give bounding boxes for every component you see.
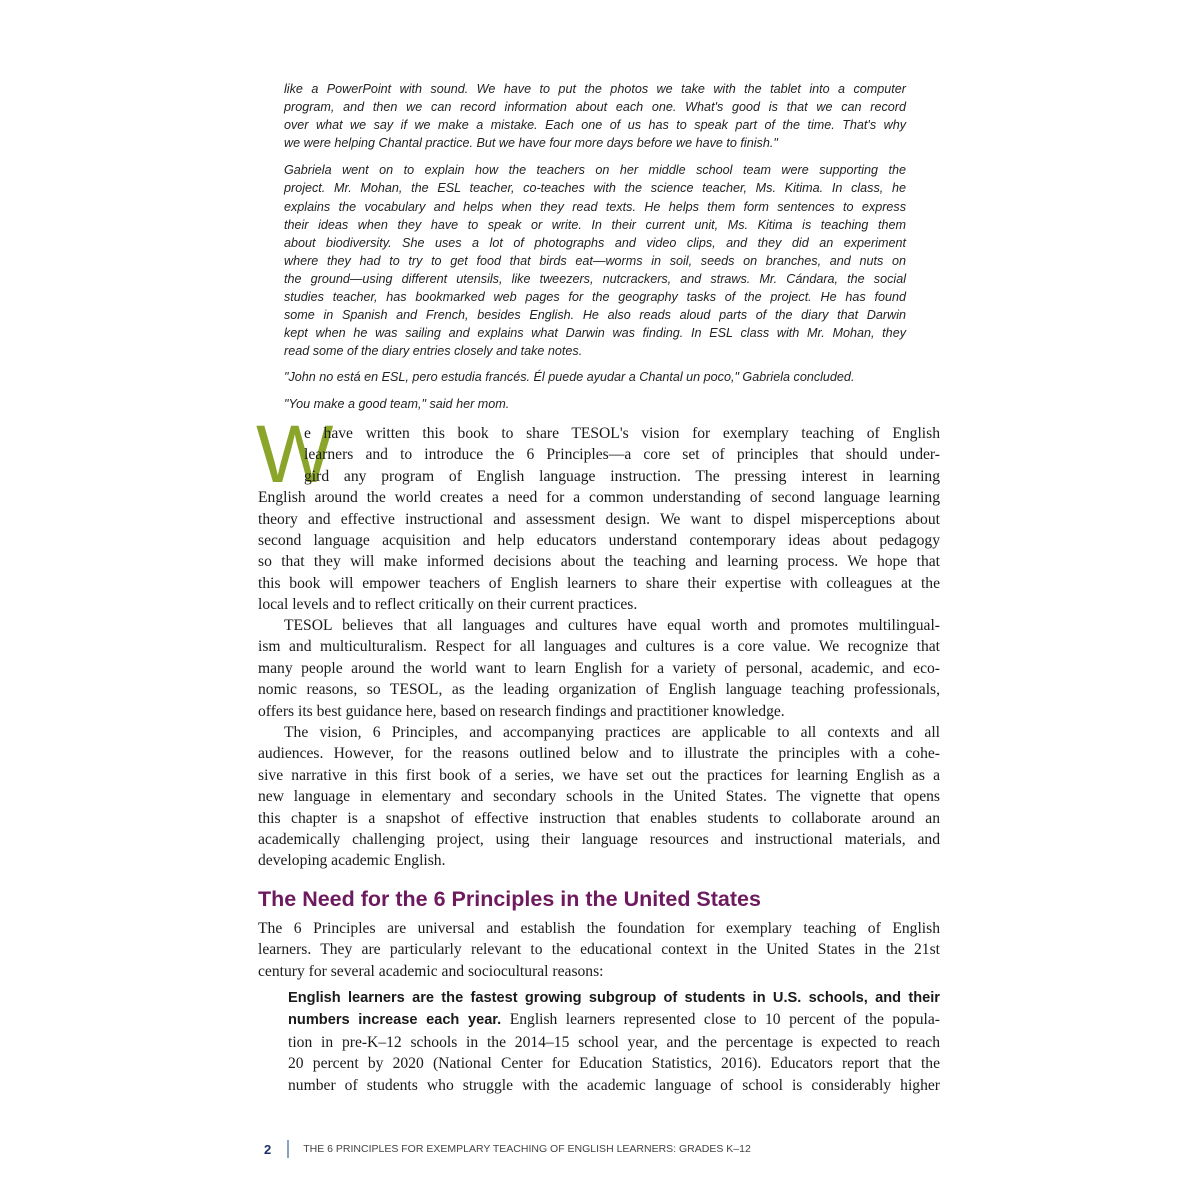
text-line: local levels and to reflect critically on their current practices. xyxy=(258,596,638,614)
vignette-paragraph xyxy=(284,395,906,413)
text-line: second language acquisition and help educators understand contemporary ideas about pedagogy xyxy=(258,532,940,550)
section-heading: The Need for the 6 Principles in the United States xyxy=(258,887,761,911)
body-paragraph-4 xyxy=(258,918,940,982)
text-line: some in Spanish and French, besides English. He also reads aloud parts of the diary that Darwin xyxy=(284,308,906,323)
bullet-lead-end: numbers increase each year. xyxy=(288,1012,502,1029)
text-line xyxy=(288,1009,940,1031)
text-line: we were helping Chantal practice. But we have four more days before we have to finish." xyxy=(284,136,778,151)
text-line: century for several academic and sociocultural reasons: xyxy=(258,962,604,980)
text-line: the ground—using different utensils, like tweezers, nutcrackers, and straws. Mr. Cándara, the social xyxy=(284,271,906,286)
text-line: theory and effective instructional and assessment design. We want to dispel misperceptions about xyxy=(258,510,940,528)
text-line: many people around the world want to learn English for a variety of personal, academic, and eco- xyxy=(258,659,940,677)
text-line: over what we say if we make a mistake. Each one of us has to speak part of the time. That's why xyxy=(284,118,906,133)
text-line: so that they will make informed decisions about the teaching and learning process. We hope that xyxy=(258,553,940,571)
text-line: learners. They are particularly relevant to the educational context in the United States in the 21st xyxy=(258,941,940,959)
text-line: studies teacher, has bookmarked web pages for the geography tasks of the project. He has found xyxy=(284,290,906,305)
text-line: 20 percent by 2020 (National Center for Education Statistics, 2016). Educators report that the xyxy=(288,1055,940,1073)
text-line: tion in pre-K–12 schools in the 2014–15 school year, and the percentage is expected to reach xyxy=(288,1033,940,1051)
text-line: "John no está en ESL, pero estudia francés. Él puede ayudar a Chantal un poco," Gabriela concluded. xyxy=(284,370,855,385)
page-footer xyxy=(264,1140,751,1158)
footer-divider xyxy=(287,1140,289,1158)
body-paragraph-1 xyxy=(258,423,940,616)
text-line: explains the vocabulary and helps when they read texts. He helps them form sentences to express xyxy=(284,199,906,214)
text-line: about biodiversity. She uses a lot of photographs and video clips, and they did an experiment xyxy=(284,235,906,250)
text-line: their ideas when they have to speak or write. In their current unit, Ms. Kitima is teaching them xyxy=(284,217,906,232)
text-line: The 6 Principles are universal and establish the foundation for exemplary teaching of English xyxy=(258,920,940,937)
text-line: read some of the diary entries closely and take notes. xyxy=(284,344,583,359)
body-paragraph-2 xyxy=(258,615,940,722)
vignette-paragraph xyxy=(284,368,906,386)
text-line: gird any program of English language instruction. The pressing interest in learning xyxy=(304,467,940,485)
text-line: this book will empower teachers of English learners to share their expertise with colleagues at the xyxy=(258,574,940,592)
text-line: e have written this book to share TESOL's vision for exemplary teaching of English xyxy=(304,425,940,442)
bullet-item xyxy=(288,988,940,1096)
text-line: English around the world creates a need for a common understanding of second language learning xyxy=(258,489,940,507)
body-paragraph-3 xyxy=(258,722,940,872)
page-number: 2 xyxy=(264,1141,272,1157)
drop-cap: W xyxy=(256,409,334,500)
text-line: kept when he was sailing and explains what Darwin was finding. In ESL class with Mr. Mohan, they xyxy=(284,326,906,341)
text-line: ism and multiculturalism. Respect for all languages and cultures is a core value. We recognize that xyxy=(258,638,940,656)
text-line: program, and then we can record information about each one. What's good is that we can record xyxy=(284,100,906,115)
text-line: like a PowerPoint with sound. We have to put the photos we take with the tablet into a computer xyxy=(284,82,906,96)
text-line: new language in elementary and secondary schools in the United States. The vignette that opens xyxy=(258,788,940,806)
text-line: The vision, 6 Principles, and accompanying practices are applicable to all contexts and all xyxy=(284,724,940,741)
bullet-lead-line: English learners are the fastest growing subgroup of students in U.S. schools, and their xyxy=(288,990,940,1006)
text-line: TESOL believes that all languages and cultures have equal worth and promotes multilingual- xyxy=(284,617,940,634)
text-line: project. Mr. Mohan, the ESL teacher, co-teaches with the science teacher, Ms. Kitima. In class, he xyxy=(284,181,906,196)
vignette-paragraph xyxy=(284,161,906,360)
bullet-text: English learners represented close to 10 percent of the popula- xyxy=(501,1011,940,1029)
running-title: THE 6 PRINCIPLES FOR EXEMPLARY TEACHING OF ENGLISH LEARNERS: GRADES K–12 xyxy=(303,1143,751,1155)
text-line: nomic reasons, so TESOL, as the leading organization of English language teaching professionals, xyxy=(258,681,940,699)
vignette xyxy=(284,80,906,413)
text-line: "You make a good team," said her mom. xyxy=(284,396,510,411)
text-line: where they had to try to get food that birds eat—worms in soil, seeds on branches, and nuts on xyxy=(284,253,906,268)
text-line: audiences. However, for the reasons outlined below and to illustrate the principles with a cohe- xyxy=(258,745,940,763)
text-line: sive narrative in this first book of a series, we have set out the practices for learning English as a xyxy=(258,766,940,784)
text-line: this chapter is a snapshot of effective instruction that enables students to collaborate around an xyxy=(258,809,940,827)
vignette-paragraph xyxy=(284,80,906,152)
text-line: developing academic English. xyxy=(258,852,446,870)
text-line: academically challenging project, using their language resources and instructional materials, and xyxy=(258,831,940,849)
text-line: learners and to introduce the 6 Principles—a core set of principles that should under- xyxy=(304,446,940,464)
text-line: offers its best guidance here, based on research findings and practitioner knowledge. xyxy=(258,702,785,720)
text-line: Gabriela went on to explain how the teachers on her middle school team were supporting the xyxy=(284,163,906,178)
text-line: number of students who struggle with the academic language of school is considerably higher xyxy=(288,1076,940,1094)
